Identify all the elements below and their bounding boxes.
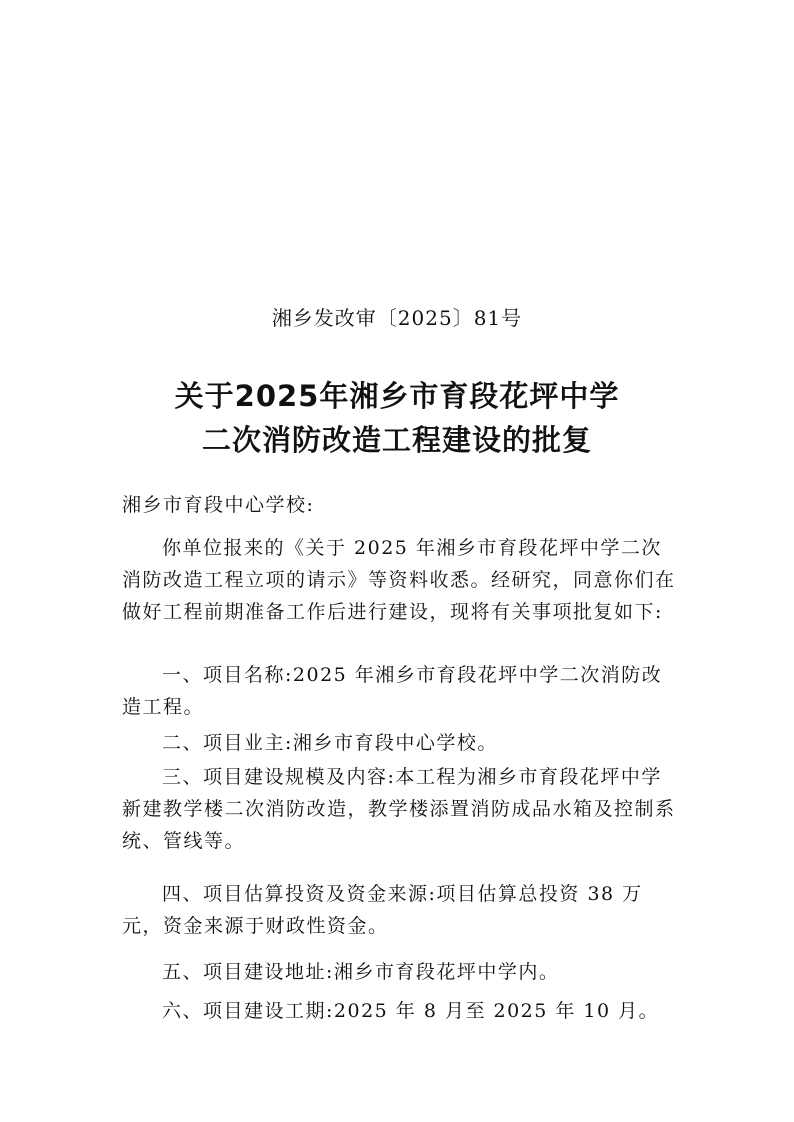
paragraph-schedule: 六、项目建设工期:2025 年 8 月至 2025 年 10 月。 [162,1000,660,1022]
salutation: 湘乡市育段中心学校: [122,494,315,516]
paragraph-location: 五、项目建设地址:湘乡市育段花坪中学内。 [162,961,560,983]
paragraph-project-owner: 二、项目业主:湘乡市育段中心学校。 [162,732,498,754]
paragraph-intro: 你单位报来的《关于 2025 年湘乡市育段花坪中学二次消防改造工程立项的请示》等资料收悉。经研究，同意你们在做好工程前期准备工作后进行建设，现将有关事项批复如下: [122,537,676,623]
document-title-line-1: 关于2025年湘乡市育段花坪中学 [174,379,620,413]
paragraph-project-scope: 三、项目建设规模及内容:本工程为湘乡市育段花坪中学新建教学楼二次消防改造，教学楼添置消防成品水箱及控制系统、管线等。 [122,766,676,852]
paragraph-project-name: 一、项目名称:2025 年湘乡市育段花坪中学二次消防改造工程。 [122,664,663,718]
document-title-line-2: 二次消防改造工程建设的批复 [201,423,592,457]
paragraph-investment: 四、项目估算投资及资金来源:项目估算总投资 38 万元，资金来源于财政性资金。 [122,883,643,937]
document-number: 湘乡发改审〔2025〕81号 [271,306,523,330]
